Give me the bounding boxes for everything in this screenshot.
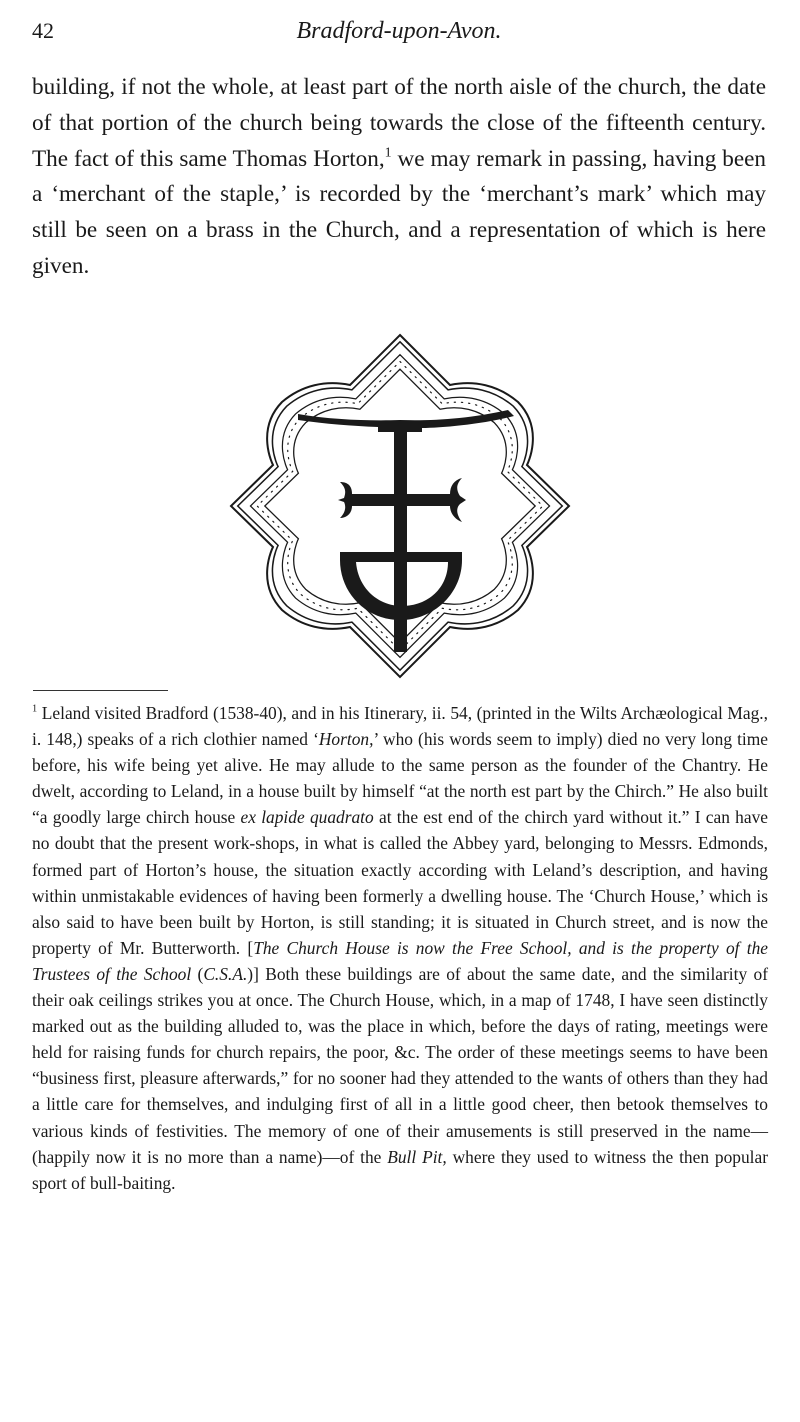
footnote-divider: [33, 690, 168, 691]
footnote-text-5: )] Both these buildings are of about the same date, and the similarity of their oak ceilings strikes you at once. The Church House, which, in a map of 1748, I have seen distinctly marked out as the building alluded to, was the place in which, before the days of rating, meetings were held for raising funds for church repairs, the poor, &c. The order of these meetings seems to have been “business first, pleasure afterwards,” for no sooner had they attended to the wants of others than they had a little care for themselves, and indulging first of all in a little good cheer, then betook themselves to various kinds of festivities. The memory of one of their amusements is still preserved in the name—(happily now it is no more than a name)—of the: [32, 963, 768, 1167]
footnote-italic-latin: ex lapide quadrato: [240, 807, 374, 828]
merchants-mark-icon: [222, 330, 578, 682]
body-text-part-1: building, if not the whole, at least part of the north aisle of the church, the date of that portion of the church being towards the close of the fifteenth century. The fact of this same Thomas Horton,: [32, 74, 766, 172]
footnote-text-3: at the est end of the chirch yard without it.” I can have no doubt that the present work-shops, in what is called the Abbey yard, belonging to Messrs. Edmonds, formed part of Horton’s house, the situation exactly according with Leland’s description, and having within unmistakable evidences of having been formerly a dwelling house. The ‘Church House,’ which is also said to have been built by Horton, is still standing; it is situated in Church street, and is now the property of Mr. Butterworth. [: [32, 807, 769, 958]
footnote-text-4: (: [191, 963, 204, 984]
body-text-part-2: we may remark in passing, having been a ‘merchant of the staple,’ is recorded by the ‘merchant’s mark’ which may still be seen on a brass in the Church, and a representation of which is here given.: [32, 145, 766, 279]
running-title: Bradford-upon-Avon.: [296, 18, 502, 44]
footnote-text-6: where they used to witness the then popular sport of bull-baiting.: [32, 1146, 769, 1193]
footnote-italic-bull-pit: Bull Pit,: [387, 1146, 447, 1167]
footnote-italic-horton: Horton,: [318, 729, 374, 750]
footnote-text-2: ’ who (his words seem to imply) died no very long time before, his wife being yet alive. He may allude to the same person as the founder of the Chantry. He dwelt, according to Leland, in a house built by himself “at the north est part by the Chirch.” He also built “a goodly large chirch house: [32, 729, 768, 828]
footnote-italic-initials: C.S.A.: [203, 963, 248, 984]
footnote-marker: 1: [32, 703, 38, 715]
footnote-italic-editor-note: The Church House is now the Free School, and is the property of the Trustees of the School: [32, 937, 768, 984]
body-paragraph: [32, 70, 766, 285]
page-number: 42: [32, 18, 54, 43]
footnote: [32, 700, 768, 1196]
footnote-text-1: Leland visited Bradford (1538-40), and in his Itinerary, ii. 54, (printed in the Wilts Archæological Mag., i. 148,) speaks of a rich clothier named ‘: [32, 703, 768, 750]
footnote-reference[interactable]: 1: [384, 144, 392, 160]
page-header: [32, 18, 766, 48]
